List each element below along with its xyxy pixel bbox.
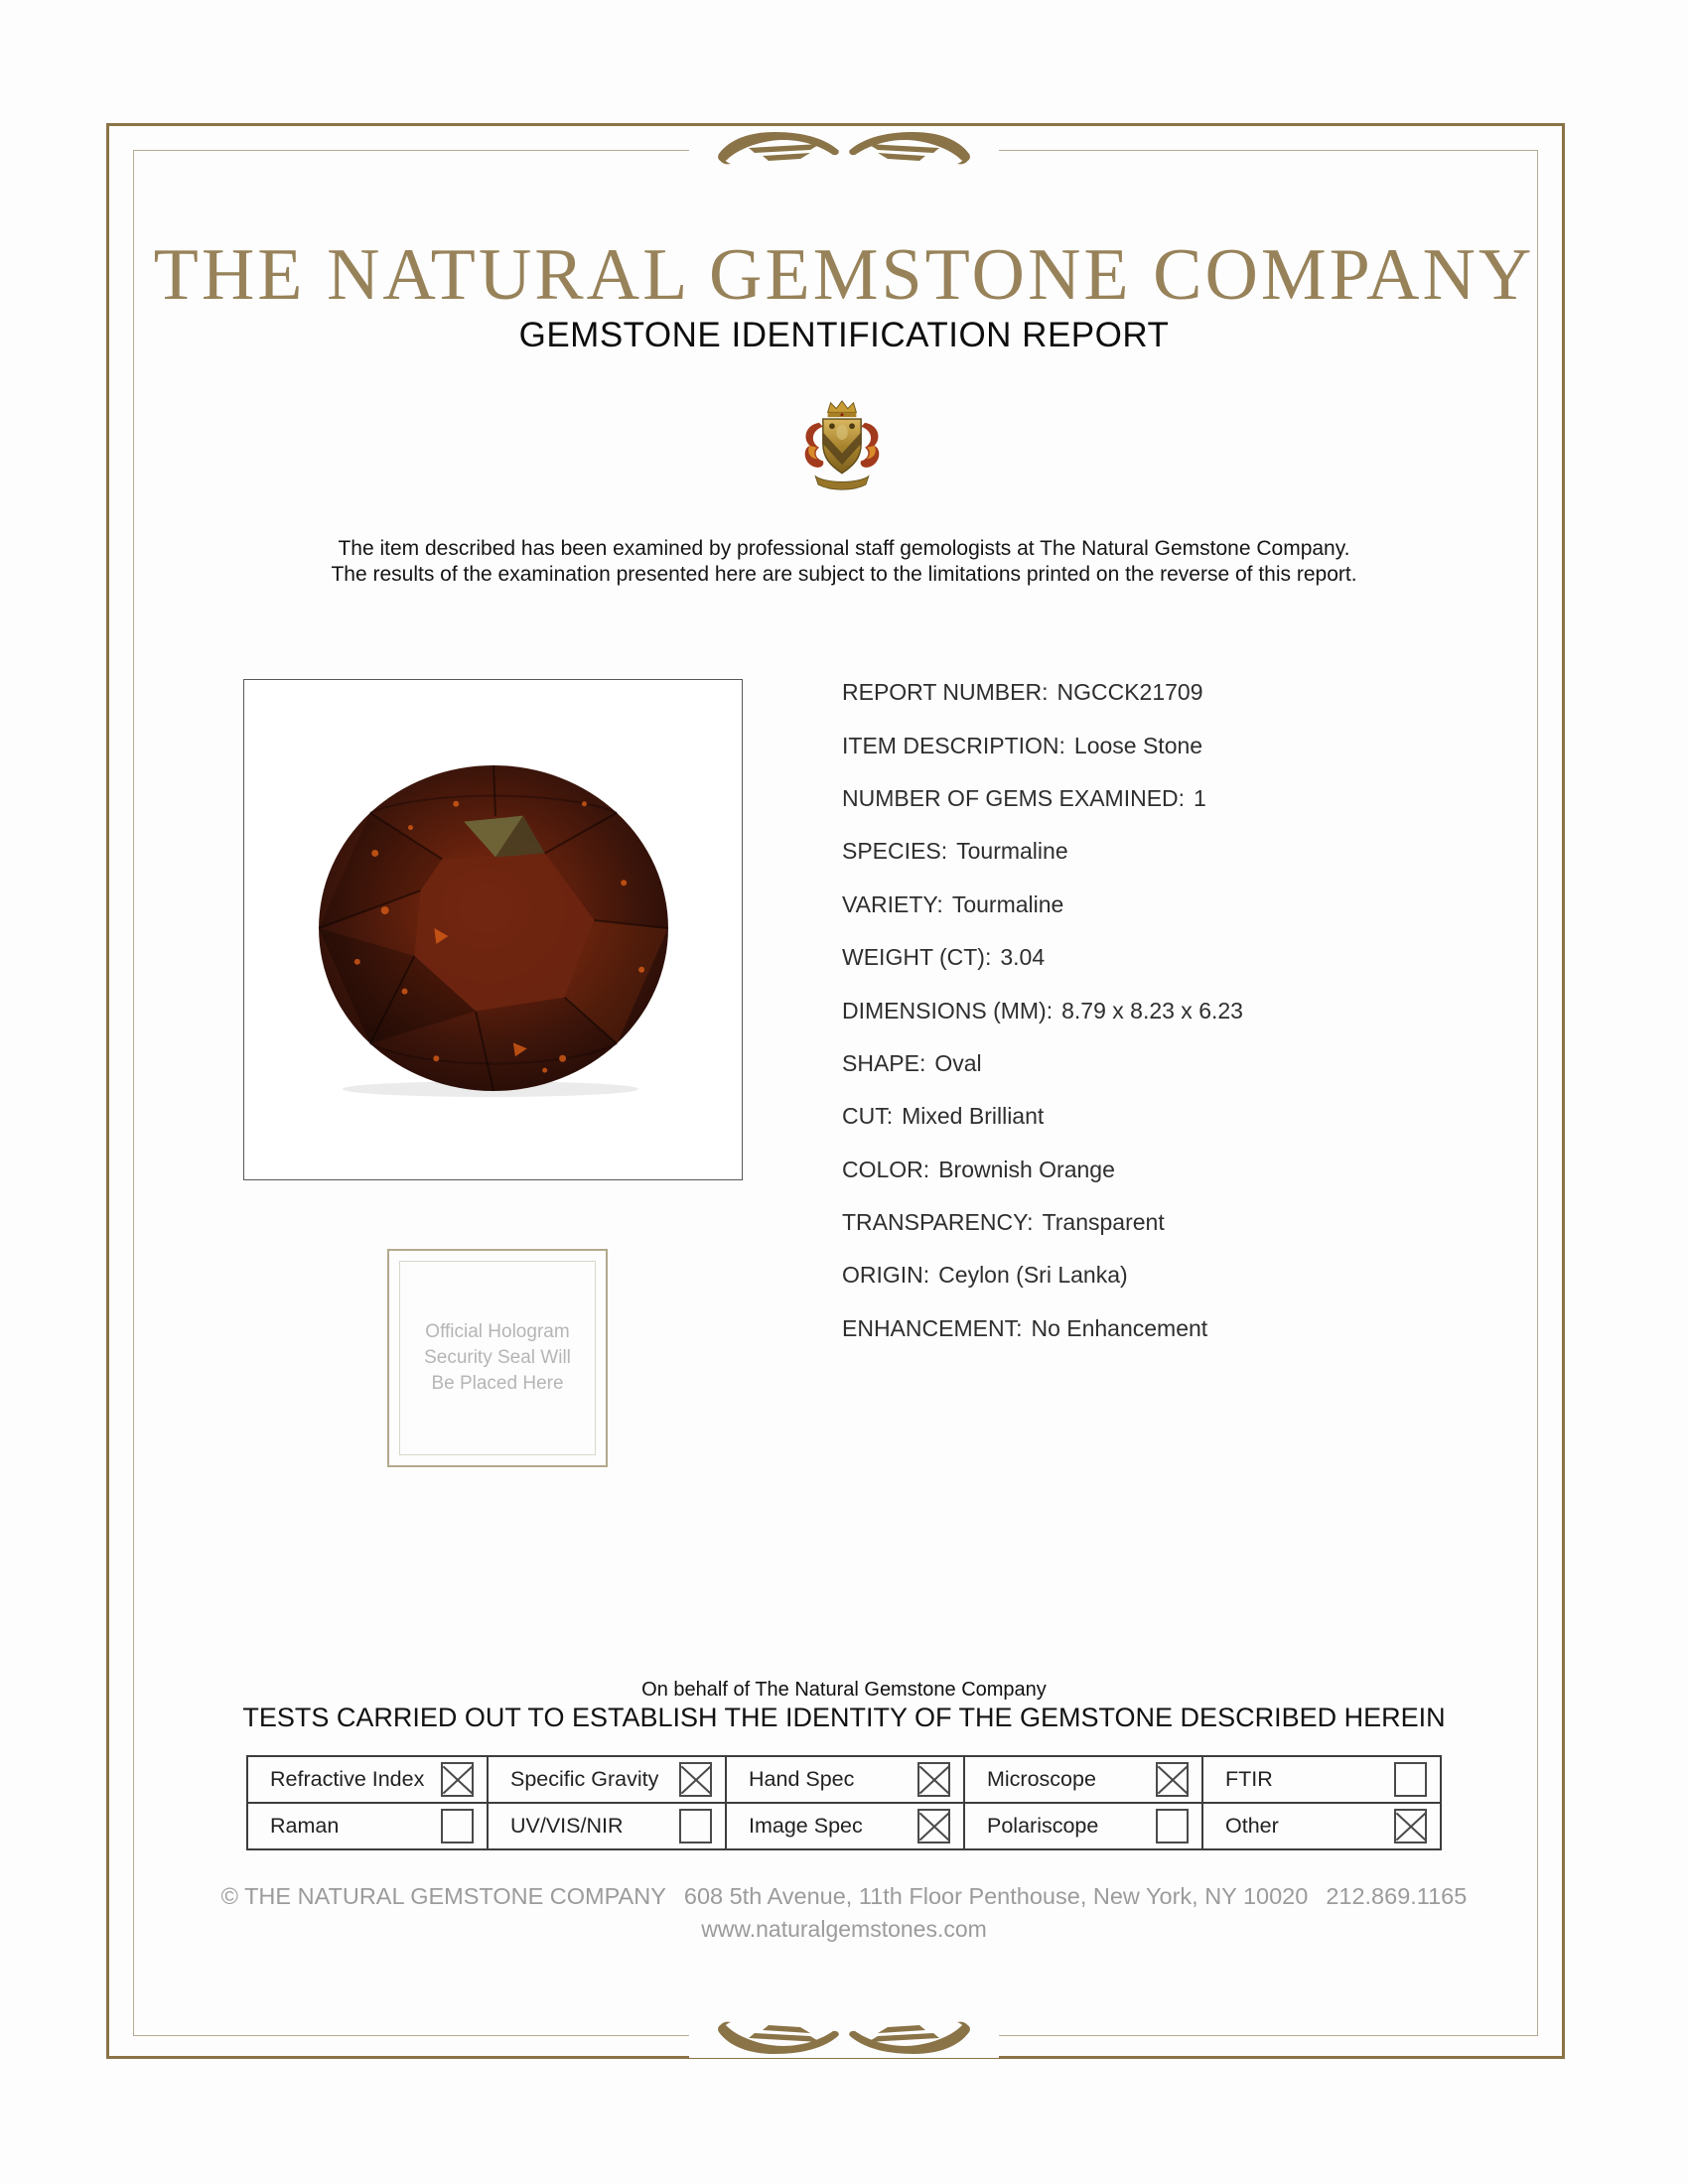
test-label: Raman [270,1814,340,1838]
disclaimer-text [0,536,1688,588]
field-shape [842,1037,1458,1090]
test-checkbox [1156,1762,1189,1797]
test-cell-other [1201,1802,1440,1848]
field-label: DIMENSIONS (MM): [842,997,1054,1024]
field-value: Mixed Brilliant [902,1103,1045,1130]
test-label: Hand Spec [749,1767,855,1791]
field-value: 8.79 x 8.23 x 6.23 [1061,997,1243,1024]
field-value: 3.04 [1000,944,1046,971]
hologram-seal-text [424,1319,571,1397]
field-label: ENHANCEMENT: [842,1314,1023,1341]
test-cell-refractive-index [248,1757,487,1802]
copyright-text: © THE NATURAL GEMSTONE COMPANY [220,1883,666,1909]
field-report-number [842,666,1458,719]
footer-contact-line [0,1882,1688,1910]
hologram-line-3: Be Placed Here [431,1373,564,1394]
field-value: 1 [1194,784,1206,811]
field-number-of-gems [842,772,1458,825]
test-label: Microscope [987,1767,1096,1791]
field-label: NUMBER OF GEMS EXAMINED: [842,784,1186,811]
report-fields [842,666,1458,1355]
top-flourish-ornament-icon [689,128,999,172]
phone-text: 212.869.1165 [1326,1883,1468,1909]
test-label: Image Spec [749,1814,863,1838]
field-transparency [842,1196,1458,1249]
test-checkbox [1394,1809,1427,1843]
test-checkbox [679,1762,712,1797]
field-dimensions [842,984,1458,1036]
tests-intro-text: On behalf of The Natural Gemstone Company [641,1679,1047,1701]
field-value: Tourmaline [951,890,1064,917]
test-cell-image-spec [725,1802,963,1848]
field-label: TRANSPARENCY: [842,1209,1034,1236]
field-value: Loose Stone [1073,732,1203,758]
field-value: NGCCK21709 [1056,679,1203,706]
test-label: UV/VIS/NIR [510,1814,624,1838]
field-label: CUT: [842,1103,894,1130]
test-cell-ftir [1201,1757,1440,1802]
hologram-seal-box [387,1249,608,1467]
test-checkbox [1156,1809,1189,1843]
field-cut [842,1090,1458,1143]
test-checkbox [917,1762,950,1797]
field-value: Brownish Orange [938,1156,1115,1182]
field-value: Ceylon (Sri Lanka) [938,1262,1128,1289]
test-checkbox [679,1809,712,1843]
disclaimer-line-1: The item described has been examined by professional staff gemologists at The Natural Gemstone Company. [338,537,1350,560]
field-origin [842,1249,1458,1301]
field-species [842,825,1458,878]
test-label: Refractive Index [270,1767,425,1791]
company-crest-icon [796,395,888,492]
test-cell-specific-gravity [487,1757,725,1802]
gemstone-image [316,762,671,1098]
test-checkbox [441,1809,474,1843]
field-label: SHAPE: [842,1049,926,1076]
field-label: SPECIES: [842,838,948,865]
test-checkbox [917,1809,950,1843]
test-label: Polariscope [987,1814,1099,1838]
field-color [842,1144,1458,1196]
bottom-flourish-ornament-icon [689,2014,999,2058]
field-value: Transparent [1042,1209,1165,1236]
field-label: ORIGIN: [842,1262,930,1289]
test-label: Specific Gravity [510,1767,659,1791]
field-label: COLOR: [842,1156,930,1182]
report-type-title: GEMSTONE IDENTIFICATION REPORT [518,316,1170,354]
company-name-title: THE NATURAL GEMSTONE COMPANY [153,234,1535,316]
field-label: REPORT NUMBER: [842,679,1049,706]
field-variety [842,879,1458,931]
field-value: Tourmaline [956,838,1068,865]
test-cell-uv-vis-nir [487,1802,725,1848]
gem-photo-frame [243,679,743,1180]
hologram-line-2: Security Seal Will [424,1347,571,1368]
test-checkbox [441,1762,474,1797]
field-value: No Enhancement [1031,1314,1208,1341]
test-cell-raman [248,1802,487,1848]
test-cell-hand-spec [725,1757,963,1802]
tests-heading-text: TESTS CARRIED OUT TO ESTABLISH THE IDENTITY OF THE GEMSTONE DESCRIBED HEREIN [242,1703,1446,1732]
field-label: ITEM DESCRIPTION: [842,732,1065,758]
tests-table [246,1755,1442,1850]
test-cell-polariscope [963,1802,1201,1848]
test-checkbox [1394,1762,1427,1797]
field-label: WEIGHT (CT): [842,944,992,971]
field-label: VARIETY: [842,890,943,917]
hologram-line-1: Official Hologram [425,1321,570,1342]
disclaimer-line-2: The results of the examination presented here are subject to the limitations printed on the reverse of this report. [331,563,1357,586]
address-text: 608 5th Avenue, 11th Floor Penthouse, New York, NY 10020 [683,1883,1309,1909]
field-item-description [842,719,1458,771]
test-cell-microscope [963,1757,1201,1802]
test-label: Other [1225,1814,1279,1838]
field-enhancement [842,1302,1458,1355]
field-value: Oval [934,1049,982,1076]
field-weight [842,931,1458,984]
footer-website: www.naturalgemstones.com [701,1916,987,1942]
test-label: FTIR [1225,1767,1273,1791]
